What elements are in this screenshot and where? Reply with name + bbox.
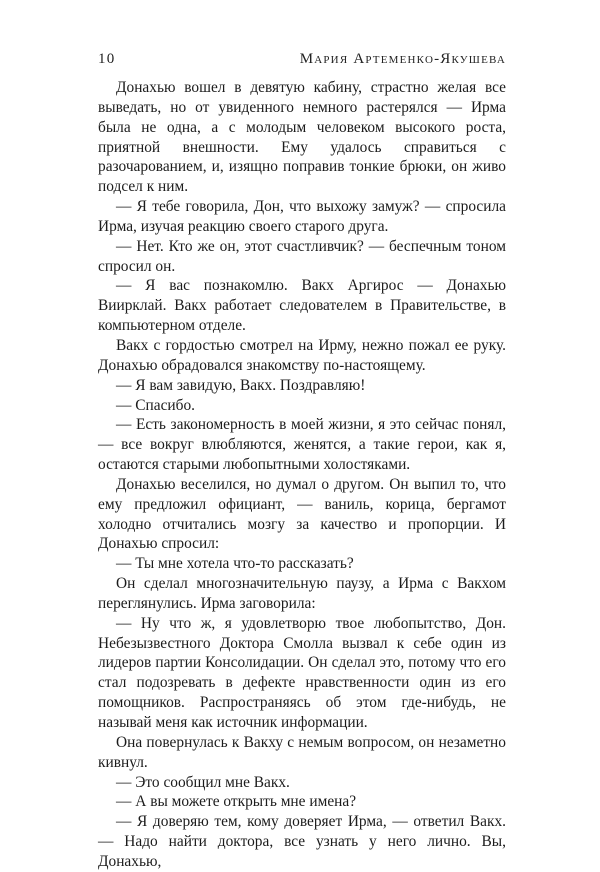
body-text xyxy=(98,78,506,872)
paragraph: Донахью веселился, но думал о другом. Он выпил то, что ему предложил официант, — ваниль, корица, бергамот холодно отчитались мозгу за качество и пропорции. И Донахью спросил: xyxy=(98,475,506,553)
paragraph: — А вы можете открыть мне имена? xyxy=(116,793,357,811)
paragraph: — Есть закономерность в моей жизни, я это сейчас понял, — все вокруг влюбляются, женятся, а такие герои, как я, остаются старыми любопытными холостяками. xyxy=(98,416,506,474)
page-number: 10 xyxy=(98,51,116,67)
page-header xyxy=(98,51,506,73)
paragraph: — Ты мне хотела что-то рассказать? xyxy=(116,555,354,573)
paragraph: — Ну что ж, я удовлетворю твое любопытство, Дон. Небезызвестного Доктора Смолла вызвал к себе один из лидеров партии Консолидации. Он сделал это, потому что его стал подозревать в дефекте нравственности один из его помощников. Распространяясь об этом где-нибудь, не называй меня как источник информации. xyxy=(98,614,506,731)
paragraph: — Я тебе говорила, Дон, что выхожу замуж? — спросила Ирма, изучая реакцию своего старого друга. xyxy=(98,198,506,235)
paragraph: Донахью вошел в девятую кабину, страстно желая все выведать, но от увиденного немного растерялся — Ирма была не одна, а с молодым человеком высокого роста, приятной внешности. Ему удалось справиться с разочарованием, и, изящно поправив тонкие брюки, он живо подсел к ним. xyxy=(98,79,506,196)
paragraph: — Нет. Кто же он, этот счастливчик? — беспечным тоном спросил он. xyxy=(98,237,506,275)
paragraph: — Я вам завидую, Вакх. Поздравляю! xyxy=(116,376,366,394)
running-head-author: Мария Артеменко-Якушева xyxy=(299,51,506,67)
paragraph: — Я доверяю тем, кому доверяет Ирма, — ответил Вакх. — Надо найти доктора, все узнать у него лично. Вы, Донахью, xyxy=(98,813,506,870)
paragraph: Вакх с гордостью смотрел на Ирму, нежно пожал ее руку. Донахью обрадовался знакомству по-настоящему. xyxy=(98,336,506,374)
paragraph: — Спасибо. xyxy=(116,396,196,414)
paragraph: Он сделал многозначительную паузу, а Ирма с Вакхом переглянулись. Ирма заговорила: xyxy=(98,575,506,612)
paragraph: — Я вас познакомлю. Вакх Аргирос — Донахью Виирклай. Вакх работает следователем в Правительстве, в компьютерном отделе. xyxy=(98,277,506,335)
paragraph: — Это сообщил мне Вакх. xyxy=(116,773,290,791)
paragraph: Она повернулась к Вакху с немым вопросом, он незаметно кивнул. xyxy=(98,733,506,771)
